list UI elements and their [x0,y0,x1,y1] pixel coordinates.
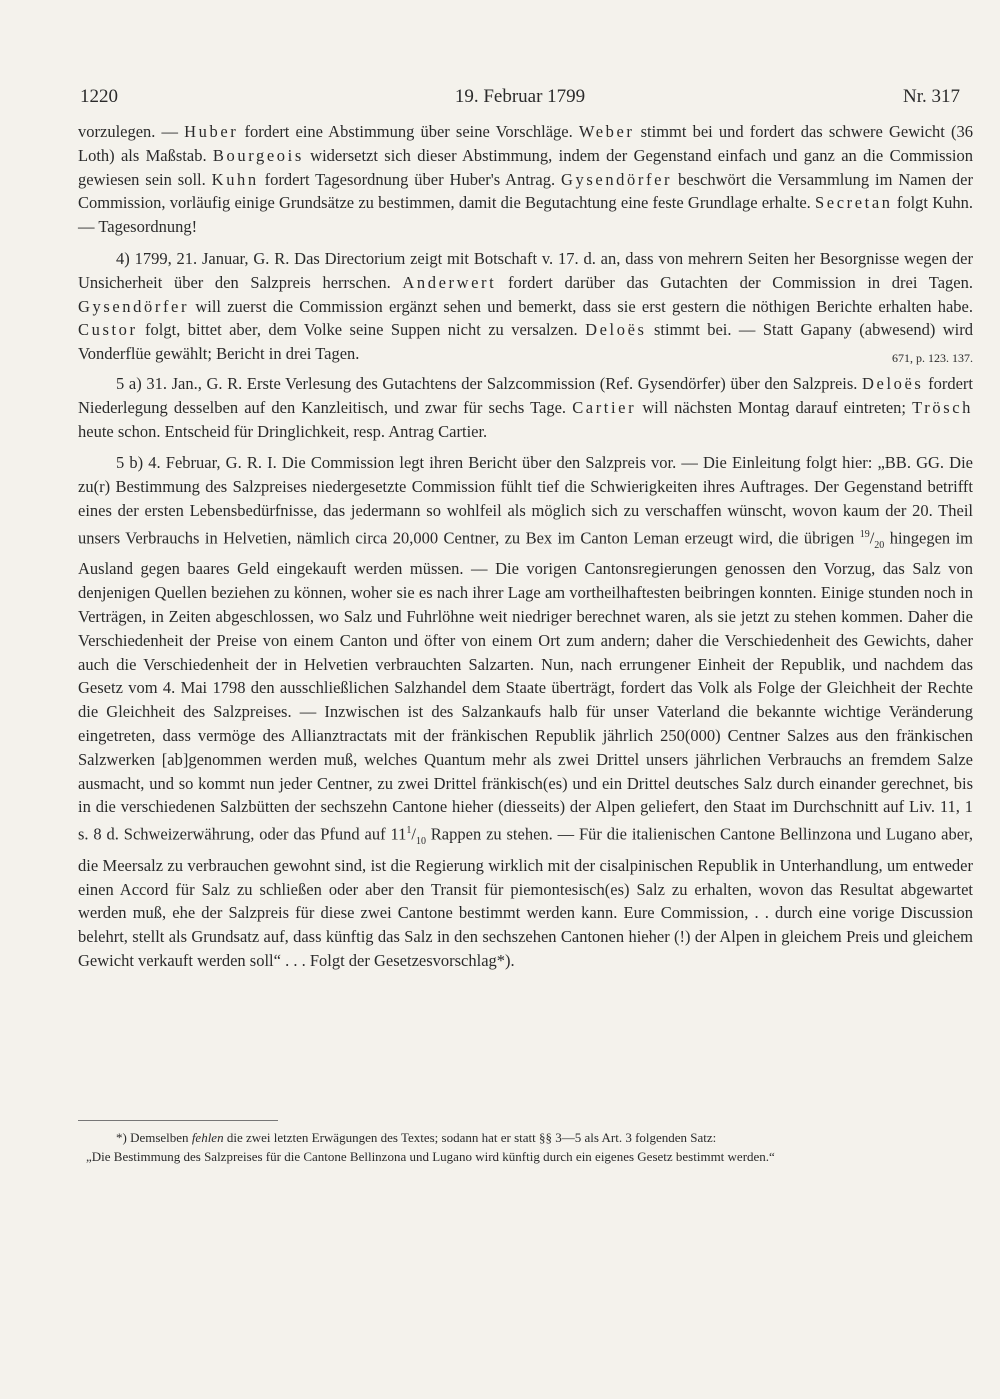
text-run: stimmt bei und fordert das schwere Gewicht (36 Loth) als Maßstab. [78,122,973,165]
source-reference: 671, p. 123. 137. [892,350,973,365]
paragraph-4: 5 b) 4. Februar, G. R. I. Die Commission legt ihren Bericht über den Salzpreis vor. — Die Einleitung folgt hier: „BB. GG. Die zu(r) Bestimmung des Salzpreises niedergesetzte Commission fühlt tief die Schwierigkeiten ihres Auftrages. Der Gegenstand betrifft eines der ersten Lebensbedürfnisse, das jedermann so wohlfeil als möglich sich zu verschaffen wünscht, wovon kaum der 20. Theil unsers Verbrauchs in Helvetien, nämlich circa 20,000 Centner, zu Bex im Canton Leman erzeugt wird, die übrigen $^{19}/_{20}$ hingegen im Ausland gegen baares Geld eingekauft werden müssen. — Die vorigen Cantonsregierungen genossen den Vorzug, das Salz von denjenigen Quellen beziehen zu können, woher sie es nach ihrer Lage am vortheilhaftesten beibringen konnten. Einige stunden noch in Verträgen, in Zeiten abgeschlossen, wo Salz und Fuhrlöhne weit niedriger berechnet waren, als sie jetzt zu stehen kommen. Daher die Verschiedenheit der Preise von einem Canton und öfter von einem Ort zum andern; daher die Verschiedenheit des Gewichts, daher auch die Verschiedenheit der in Helvetien verbrauchten Salzarten. Nun, nach errungener Einheit der Republik, und nachdem das Gesetz vom 4. Mai 1798 den ausschließlichen Salzhandel dem Staate überträgt, fordert das Volk als Folge der Gleichheit der Rechte die Gleichheit des Salzpreises. — Inzwischen ist des Salzankaufs halb für unser Vaterland die bekannte wichtige Veränderung eingetreten, dass vermöge des Allianztractats mit der fränkischen Republik jährlich 250(000) Centner Salzes aus den fränkischen Salzwerken [ab]genommen werden muß, welches Quantum mehr als zwei Drittel unsers jährlichen Verbrauchs an fremdem Salze ausmacht, und so kommt nun jeder Centner, zu zwei Drittel fränkisch(es) und ein Drittel deutsches Salz durch einander gerechnet, bis in die verschiedenen Salzbütten der sechszehn Cantone hieher (diesseits) der Alpen geliefert, den Staat im Durchschnitt auf Liv. 11, 1 s. 8 d. Schweizerwährung, oder das Pfund auf $11^1/_{10}$ Rappen zu stehen. — Für die italienischen Cantone Bellinzona und Lugano aber, die Meersalz zu verbrauchen gewohnt sind, ist die Regierung wirklich mit der cisalpinischen Republik in Unterhandlung, um entweder einen Accord für Salz zu schließen oder aber den Transit für piemontesisch(es) Salz zu erhalten, wovon das Resultat abgewartet werden muß, ehe der Salzpreis für diese zwei Cantone bestimmt werden kann. Eure Commission, . . durch eine vorige Discussion belehrt, stellt als Grundsatz auf, dass künftig das Salz in den sechszehen Cantonen hieher (!) der Alpen in gleichem Preis und gleichem Gewicht verkauft werden soll“ . . . Folgt der Gesetzesvorschlag*). [78,453,973,970]
person-name: Anderwert [402,272,497,292]
person-name: Bourgeois [212,145,304,165]
fraction-denominator: 20 [874,539,885,551]
text-run: fordert eine Abstimmung über seine Vorschläge. [238,122,579,141]
text-run: die zwei letzten Erwägungen des Textes; sodann hat er statt §§ 3—5 als Art. 3 folgenden Satz: [223,1130,717,1145]
person-name: Secretan [815,193,893,213]
person-name: Cartier [572,397,637,417]
person-name: Gysendörfer [78,296,190,316]
footnote-line [78,1128,973,1147]
footnote-divider [78,1120,278,1121]
text-run: beschwört die Versammlung im Namen der Commission, vorläufig einige Grundsätze zu bestimmen, damit die Begutachtung eine feste Grundlage erhalte. [78,169,974,213]
person-name: Deloës [585,320,647,340]
text-run: fordert Tagesordnung über Huber's Antrag. [258,169,562,189]
fraction-denominator: 10 [415,835,426,847]
text-run: 5 b) 4. Februar, G. R. I. Die Commission legt ihren Bericht über den Salzpreis vor. — Die Einleitung folgt hier: „BB. GG. Die zu(r) Bestimmung des Salzpreises niedergesetzte Commission fühlt tief die Schwierigkeiten ihres Auftrages. Der Gegenstand betrifft eines der ersten Lebensbedürfnisse, das jedermann so wohlfeil als möglich sich zu verschaffen wünscht, wovon kaum der 20. Theil unsers Verbrauchs in Helvetien, nämlich circa 20,000 Centner, zu Bex im Canton Leman erzeugt wird, die übrigen [78,453,973,548]
text-run: will zuerst die Commission ergänzt sehen und bemerkt, dass sie erst gestern die nöthigen Berichte erhalten habe. [189,296,973,316]
text-run: widersetzt sich dieser Abstimmung, indem der Gegenstand einfach und ganz an die Commission gewiesen sein soll. [78,145,974,189]
fraction-numerator: 1 [406,825,412,837]
person-name: Kuhn [211,169,259,189]
text-run: 5 a) 31. Jan., G. R. Erste Verlesung des Gutachtens der Salzcommission (Ref. Gysendörfer) über den Salzpreis. [116,373,863,393]
text-run: will nächsten Montag darauf eintreten; [636,397,913,417]
header-date: 19. Februar 1799 [454,86,586,107]
text-run: stimmt bei. — Statt Gapany (abwesend) wird Vonderflüe gewählt; Bericht in drei Tagen. [78,320,974,364]
text-run: 4) 1799, 21. Januar, G. R. Das Directorium zeigt mit Botschaft v. 17. d. an, dass von mehrern Seiten her Besorgnisse wegen der Unsicherheit über den Salzpreis herrschen. [78,248,973,292]
text-run: folgt Kuhn. — Tagesordnung! [78,193,973,237]
document-number: Nr. 317 [903,86,960,107]
text-run: heute schon. Entscheid für Dringlichkeit, resp. Antrag Cartier. [78,421,488,441]
text-run: folgt, bittet aber, dem Volke seine Suppen nicht zu versalzen. [137,320,586,340]
person-name: Huber [184,122,239,141]
person-name: Trösch [912,397,973,417]
text-run: hingegen im Ausland gegen baares Geld eingekauft werden müssen. — Die vorigen Cantonsregierungen genossen den Vorzug, das Salz von denjenigen Quellen beziehen zu können, woher sie es nach ihrer Lage am vortheilhaftesten beibringen konnten. Einige stunden noch in Verträgen, in Zeiten abgeschlossen, wo Salz und Fuhrlöhne weit niedriger berechnet waren, als sie jetzt zu stehen kommen. Daher die Verschiedenheit der Preise von einem Canton und öfter von einem Ort zum andern; daher die Verschiedenheit des Gewichts, daher auch die Verschiedenheit der in Helvetien verbrauchten Salzarten. Nun, nach errungener Einheit der Republik, und nachdem das Gesetz vom 4. Mai 1798 den ausschließlichen Salzhandel dem Staate überträgt, fordert das Volk als Folge der Gleichheit der Rechte die Gleichheit des Salzpreises. — Inzwischen ist des Salzankaufs halb für unser Vaterland die bekannte wichtige Veränderung eingetreten, dass vermöge des Allianztractats mit der fränkischen Republik jährlich 250(000) Centner Salzes aus den fränkischen Salzwerken [ab]genommen werden muß, welches Quantum mehr als zwei Drittel unsers jährlichen Verbrauchs an fremdem Salze ausmacht, und so kommt nun jeder Centner, zu zwei Drittel fränkisch(es) und ein Drittel deutsches Salz durch einander gerechnet, bis in die verschiedenen Salzbütten der sechszehn Cantone hieher (diesseits) der Alpen geliefert, den Staat im Durchschnitt auf Liv. 11, 1 s. 8 d. Schweizerwährung, oder das Pfund auf 11 [78,528,973,844]
paragraph-3 [78,372,973,443]
person-name: Custor [78,320,138,340]
emphasis: fehlen [191,1130,224,1145]
page-number: 1220 [80,86,118,107]
page-header [80,86,960,116]
text-run: fordert darüber das Gutachten der Commission in drei Tagen. [496,272,973,292]
paragraph-2 [78,247,973,364]
text-run: vorzulegen. — [78,122,185,141]
text-run: Rappen zu stehen. — Für die italienischen Cantone Bellinzona und Lugano aber, die Meersalz zu verbrauchen gewohnt sind, ist die Regierung wirklich mit der cisalpinischen Republik in Unterhandlung, um entweder einen Accord für Salz zu schließen oder aber den Transit für piemontesisch(es) Salz zu erhalten, wovon das Resultat abgewartet werden muß, ehe der Salzpreis für diese zwei Cantone bestimmt werden kann. Eure Commission, . . durch eine vorige Discussion belehrt, stellt als Grundsatz auf, dass künftig das Salz in den sechszehen Cantonen hieher (!) der Alpen in gleichem Preis und gleichem Gewicht verkauft werden soll“ . . . Folgt der Gesetzesvorschlag*). [78,824,973,970]
fraction-numerator: 19 [859,528,870,540]
person-name: Deloës [862,373,924,393]
text-run: fordert Niederlegung desselben auf den Kanzleitisch, und zwar für sechs Tage. [78,373,973,417]
page-body [78,120,973,981]
footnote-quote: „Die Bestimmung des Salzpreises für die Cantone Bellinzona und Lugano wird künftig durch ein eigenes Gesetz bestimmt werden.“ [86,1149,775,1164]
footnote [78,1128,973,1166]
text-run: *) Demselben [116,1130,192,1145]
person-name: Gysendörfer [561,169,673,189]
paragraph-1 [78,120,973,239]
person-name: Weber [578,122,635,141]
